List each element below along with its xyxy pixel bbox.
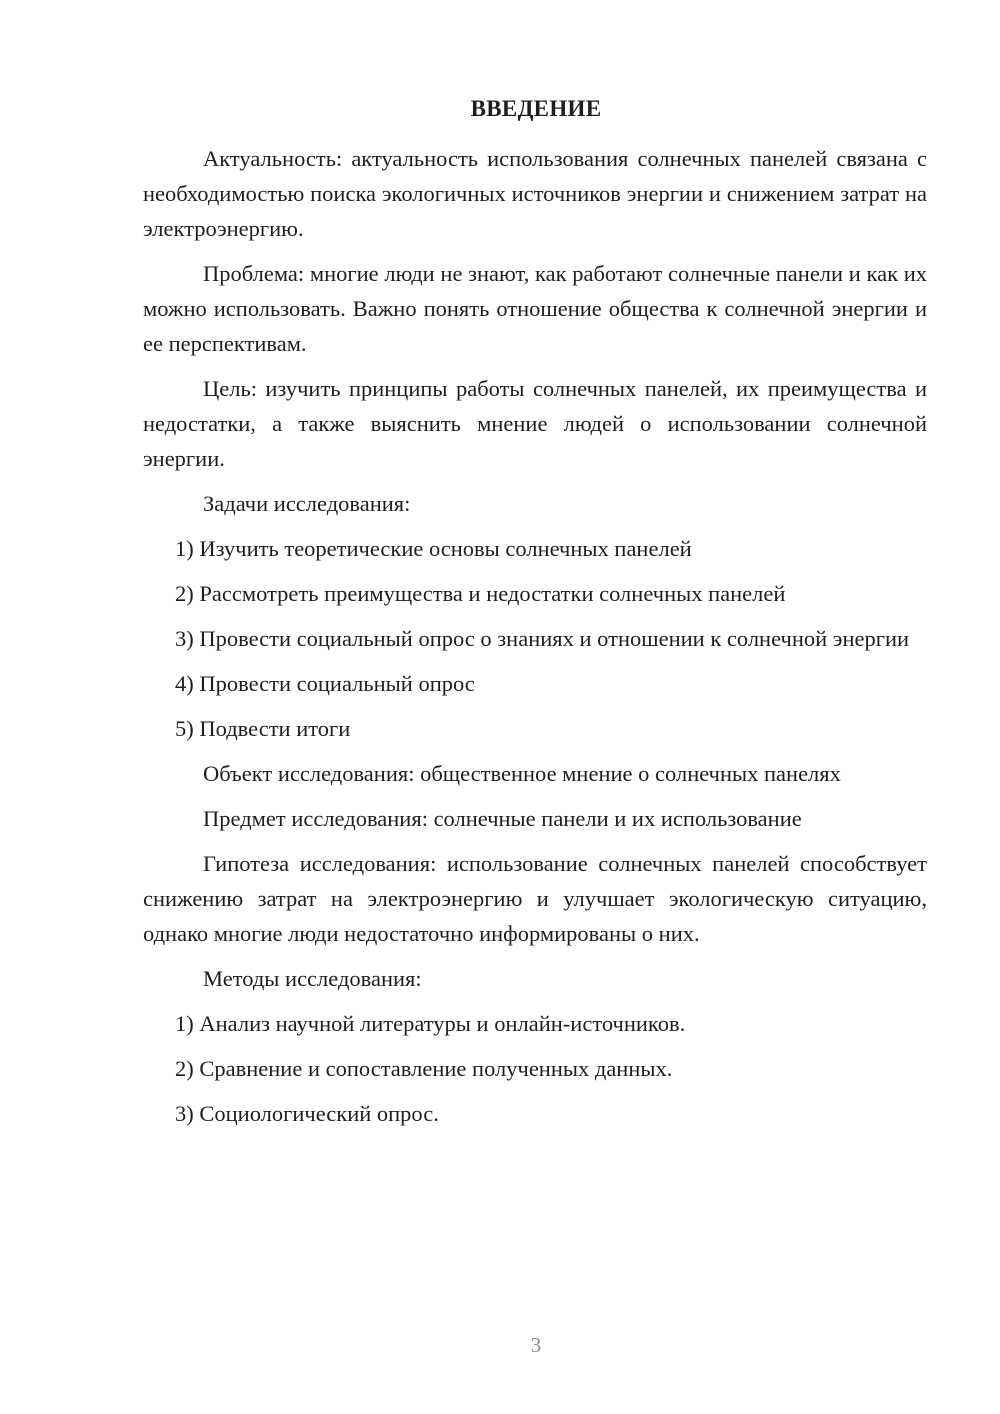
method-item: 2) Сравнение и сопоставление полученных данных. bbox=[175, 1056, 673, 1081]
section-heading: ВВЕДЕНИЕ bbox=[470, 96, 602, 121]
task-item: 2) Рассмотреть преимущества и недостатки солнечных панелей bbox=[175, 581, 786, 606]
method-item: 3) Социологический опрос. bbox=[175, 1101, 439, 1126]
object-paragraph: Объект исследования: общественное мнение о солнечных панелях bbox=[203, 761, 841, 786]
hypothesis-paragraph: Гипотеза исследования: использование солнечных панелей способствует снижению затрат на электроэнергию и улучшает экологическую ситуацию, однако многие люди недостаточно информированы о них. bbox=[143, 851, 927, 946]
methods-heading: Методы исследования: bbox=[203, 966, 422, 991]
task-item: 3) Провести социальный опрос о знаниях и отношении к солнечной энергии bbox=[175, 626, 910, 651]
subject-paragraph: Предмет исследования: солнечные панели и их использование bbox=[203, 806, 802, 831]
task-item: 1) Изучить теоретические основы солнечных панелей bbox=[175, 536, 692, 561]
page-number: 3 bbox=[530, 1333, 542, 1357]
tasks-heading: Задачи исследования: bbox=[203, 491, 411, 516]
problem-paragraph: Проблема: многие люди не знают, как работают солнечные панели и как их можно использовать. Важно понять отношение общества к солнечной энергии и ее перспективам. bbox=[143, 261, 927, 356]
task-item: 4) Провести социальный опрос bbox=[175, 671, 475, 696]
goal-paragraph: Цель: изучить принципы работы солнечных панелей, их преимущества и недостатки, а также выяснить мнение людей о использовании солнечной энергии. bbox=[143, 376, 927, 471]
relevance-paragraph: Актуальность: актуальность использования солнечных панелей связана с необходимостью поиска экологичных источников энергии и снижением затрат на электроэнергию. bbox=[143, 146, 927, 241]
body-text-top bbox=[143, 141, 927, 1131]
method-item: 1) Анализ научной литературы и онлайн-источников. bbox=[175, 1011, 686, 1036]
task-item: 5) Подвести итоги bbox=[175, 716, 351, 741]
